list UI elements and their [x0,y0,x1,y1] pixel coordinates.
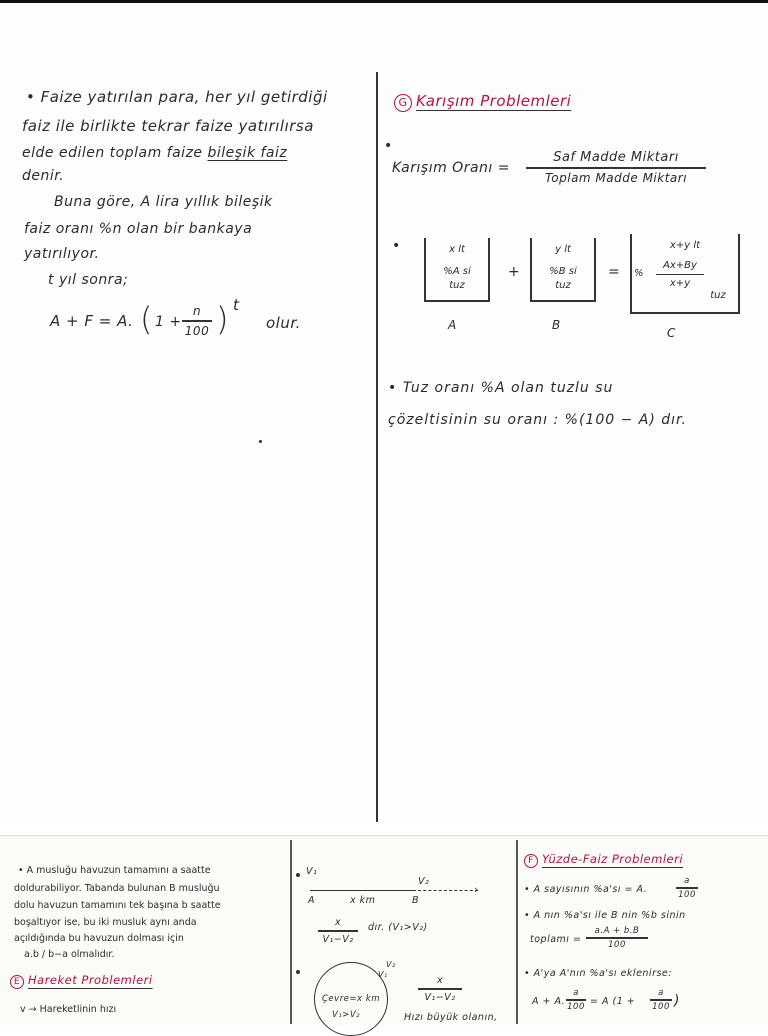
container-b-line-1: y lt [555,244,571,255]
pool-line-6: a.b / b−a olmalıdır. [24,949,115,960]
percent-frac-3-den: 100 [567,1001,585,1012]
section-f-circle: F [524,854,538,868]
motion-distance: x km [350,895,376,906]
section-e-circle: E [10,975,24,989]
container-c [630,234,740,314]
percent-frac-2-num: a.A + b.B [594,926,640,936]
pool-line-1: • A musluğu havuzun tamamını a saatte [18,865,211,876]
column-divider [376,72,378,822]
formula-one-plus: 1 + [155,314,182,330]
motion-fraction-2-num: x [436,975,444,986]
containers-bullet: • [392,238,401,254]
container-a-line-1: x lt [449,244,465,255]
compound-interest-line-1: • Faize yatırılan para, her yıl getirdiği [26,88,328,106]
container-a-line-3: tuz [449,280,465,291]
motion-bullet-1 [296,873,300,877]
pool-line-5: açıldığında bu havuzun dolması için [14,933,184,944]
formula-close-paren: ) [216,300,229,338]
salt-water-line-2: çözeltisinin su oranı : %(100 − A) dır. [388,412,687,428]
motion-fraction-1-bar [318,930,358,932]
container-a-label: A [448,318,457,332]
motion-track-line [310,890,416,891]
section-e-title-text: Hareket Problemleri [28,973,153,987]
section-f-title [524,852,683,868]
percent-frac-1 [676,876,698,900]
container-a-line-2: %A si [443,266,471,277]
velocity-definition: v → Hareketlinin hızı [20,1004,117,1015]
mix-ratio-fraction [526,150,706,185]
motion-dashed-extension [418,890,478,891]
motion-fraction-2-den: V₁−V₂ [424,991,456,1003]
formula-exponent: t [233,296,240,314]
percent-frac-3-num: a [573,988,579,998]
formula-numerator: n [192,304,202,318]
formula-suffix: olur. [266,314,301,332]
pool-line-2: doldurabiliyor. Tabanda bulunan B musluğu [14,883,220,894]
compound-interest-line-3 [22,145,287,161]
paragraph2-line-3: yatırılıyor. [24,246,100,262]
percent-frac-1-num: a [684,876,690,886]
percent-line-1: • A sayısının %a'sı = A. [524,884,648,895]
containers-plus: + [508,264,520,280]
container-b-label: B [552,318,561,332]
paragraph2-line-1: Buna göre, A lira yıllık bileşik [54,194,273,210]
container-c-top: x+y lt [669,240,701,251]
container-b [530,238,596,302]
paragraph2-line-2: faiz oranı %n olan bir bankaya [24,221,253,237]
motion-arrowhead-icon: › [474,883,479,896]
section-g-title [394,92,571,112]
container-c-salt: tuz [710,290,726,301]
percent-frac-2-bar [586,937,648,939]
after-years-text: t yıl sonra; [48,272,129,288]
percent-frac-2 [586,926,648,950]
percent-frac-4 [650,988,672,1012]
mix-ratio-label: Karışım Oranı = [392,160,510,176]
stray-dot [259,440,262,443]
circle-perimeter-label: Çevre=x km [322,994,380,1004]
percent-frac-4-den: 100 [652,1001,670,1012]
compound-interest-line-4: denir. [22,168,65,184]
mix-ratio-bullet: • [384,138,393,154]
containers-equals: = [608,264,620,280]
container-b-line-2: %B si [549,266,577,277]
motion-fraction-2-bar [418,988,462,990]
motion-fraction-1 [318,917,358,945]
pool-line-3: dolu havuzun tamamını tek başına b saatte [14,900,221,911]
motion-v1-label: V₁ [306,866,318,877]
container-c-bar [656,274,704,275]
mix-ratio-bar [526,167,706,169]
salt-water-line-1: • Tuz oranı %A olan tuzlu su [388,380,614,396]
percent-line-3: toplamı = [530,934,582,945]
motion-v2-label: V₂ [418,876,430,887]
percent-frac-3 [566,988,586,1012]
formula-fraction-bar [182,320,212,322]
percent-frac-2-den: 100 [608,939,626,950]
container-c-num: Ax+By [663,260,697,271]
motion-note: Hızı büyük olanın, [404,1012,498,1023]
section-g-circle: G [394,94,412,112]
percent-line-4: • A'ya A'nın %a'sı eklenirse: [524,968,672,979]
circle-v1-label: V₁ [378,970,388,979]
container-b-line-3: tuz [555,280,571,291]
container-a [424,238,490,302]
section-e-title [10,973,153,989]
percent-frac-1-bar [676,887,698,889]
mix-ratio-numerator: Saf Madde Miktarı [553,150,679,165]
formula-denominator: 100 [184,323,210,338]
motion-fraction-1-suffix: dır. (V₁>V₂) [368,922,428,933]
section-g-title-text: Karışım Problemleri [416,92,572,110]
percent-line-5-rhs: = A (1 + [590,996,636,1007]
percent-frac-3-bar [566,999,586,1001]
section-f-title-text: Yüzde-Faiz Problemleri [542,852,684,866]
circle-condition: V₁>V₂ [332,1010,361,1020]
percent-line-2: • A nın %a'sı ile B nin %b sinin [524,910,686,921]
formula-lhs: A + F = A. [50,312,134,330]
container-c-den: x+y [669,278,691,289]
compound-interest-term: bileşik faiz [207,145,288,161]
formula-fraction [182,304,212,338]
motion-point-a: A [308,895,315,906]
motion-point-b: B [412,895,420,906]
motion-fraction-1-num: x [334,917,342,928]
percent-frac-4-num: a [658,988,664,998]
formula-open-paren: ( [140,300,153,338]
percent-line-5-lhs: A + A. [532,996,566,1007]
bottom-divider-2 [516,840,518,1024]
circle-v2-label: V₂ [386,960,396,969]
mix-ratio-denominator: Toplam Madde Miktarı [544,170,688,185]
motion-bullet-2 [296,970,300,974]
percent-frac-4-bar [650,999,672,1001]
container-c-label: C [667,326,676,340]
compound-interest-line-3-text: elde edilen toplam faize [22,145,203,161]
compound-interest-line-2: faiz ile birlikte tekrar faize yatırılırsa [22,117,314,135]
bottom-divider-1 [290,840,292,1024]
pool-line-4: boşaltıyor ise, bu iki musluk aynı anda [14,917,197,928]
motion-fraction-1-den: V₁−V₂ [322,933,354,945]
container-c-pct: % [634,268,644,279]
motion-fraction-2 [418,975,462,1003]
percent-line-5-close: ) [674,993,680,1009]
percent-frac-1-den: 100 [678,889,696,900]
